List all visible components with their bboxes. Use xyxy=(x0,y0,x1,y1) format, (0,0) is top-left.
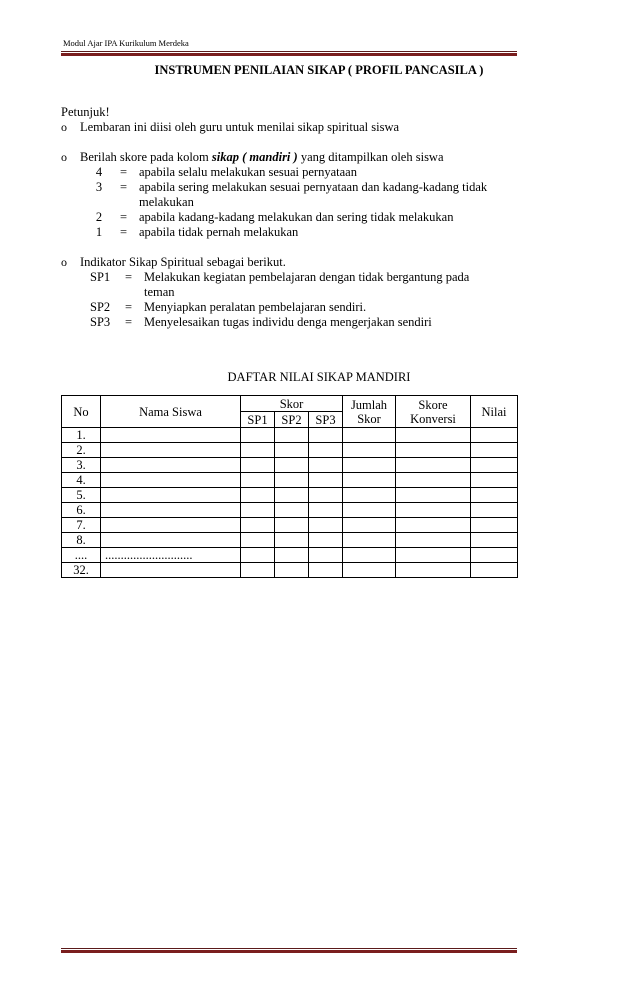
cell-no: 32. xyxy=(62,563,101,578)
cell-sp3 xyxy=(309,533,343,548)
score-number: 1 xyxy=(95,225,103,239)
cell-konversi xyxy=(396,548,471,563)
cell-sp1 xyxy=(241,563,275,578)
score-item xyxy=(61,165,531,180)
table-row xyxy=(62,428,518,443)
footer-rule-thin xyxy=(61,948,517,949)
header-rule xyxy=(61,51,517,56)
score-number: 2 xyxy=(95,210,103,224)
cell-konversi xyxy=(396,503,471,518)
table-header-row xyxy=(62,396,518,412)
cell-sp1 xyxy=(241,443,275,458)
cell-no: 7. xyxy=(62,518,101,533)
cell-sp2 xyxy=(275,503,309,518)
cell-nama: ............................ xyxy=(101,548,241,563)
header-konversi-line-1: Skore xyxy=(418,397,448,412)
header-skore-konversi xyxy=(396,396,471,428)
cell-sp3 xyxy=(309,488,343,503)
cell-sp1 xyxy=(241,428,275,443)
cell-sp3 xyxy=(309,503,343,518)
cell-nama xyxy=(101,488,241,503)
module-header-label: Modul Ajar IPA Kurikulum Merdeka xyxy=(63,38,189,48)
indicator-item xyxy=(61,315,531,330)
table-row xyxy=(62,548,518,563)
instructions-section xyxy=(61,105,531,330)
cell-nama xyxy=(101,428,241,443)
cell-sp2 xyxy=(275,488,309,503)
indicator-description: Menyelesaikan tugas individu denga mengerjakan sendiri xyxy=(144,315,432,329)
cell-sp2 xyxy=(275,518,309,533)
score-equals: = xyxy=(120,210,128,224)
cell-sp3 xyxy=(309,548,343,563)
cell-nilai xyxy=(471,548,518,563)
header-no: No xyxy=(62,396,101,428)
table-row xyxy=(62,473,518,488)
cell-konversi xyxy=(396,518,471,533)
spacer xyxy=(61,240,531,255)
cell-sp3 xyxy=(309,518,343,533)
cell-sp1 xyxy=(241,473,275,488)
score-description: apabila tidak pernah melakukan xyxy=(139,225,299,239)
cell-jumlah xyxy=(343,488,396,503)
score-description: apabila kadang-kadang melakukan dan sering tidak melakukan xyxy=(139,210,454,224)
cell-sp1 xyxy=(241,548,275,563)
cell-no: 5. xyxy=(62,488,101,503)
cell-nilai xyxy=(471,518,518,533)
score-equals: = xyxy=(120,165,128,179)
instruction-bullet-2 xyxy=(61,150,531,165)
cell-no: 8. xyxy=(62,533,101,548)
indicator-equals: = xyxy=(125,315,133,329)
indicator-equals: = xyxy=(125,300,133,314)
header-jumlah-skor xyxy=(343,396,396,428)
cell-nama xyxy=(101,443,241,458)
cell-sp1 xyxy=(241,518,275,533)
header-rule-thin xyxy=(61,51,517,52)
cell-konversi xyxy=(396,443,471,458)
cell-jumlah xyxy=(343,563,396,578)
cell-jumlah xyxy=(343,518,396,533)
cell-sp3 xyxy=(309,443,343,458)
footer-rule-thick xyxy=(61,950,517,953)
cell-sp1 xyxy=(241,458,275,473)
cell-sp2 xyxy=(275,563,309,578)
score-item xyxy=(61,210,531,225)
cell-sp2 xyxy=(275,428,309,443)
footer-rule xyxy=(61,948,517,953)
header-skor: Skor xyxy=(241,396,343,412)
bullet-icon: o xyxy=(61,120,67,134)
header-nama-siswa: Nama Siswa xyxy=(101,396,241,428)
cell-nama xyxy=(101,503,241,518)
cell-nilai xyxy=(471,503,518,518)
score-item-continuation xyxy=(61,195,531,210)
cell-jumlah xyxy=(343,503,396,518)
cell-sp1 xyxy=(241,533,275,548)
cell-nama xyxy=(101,458,241,473)
cell-jumlah xyxy=(343,473,396,488)
instruction-bullet-1-text: Lembaran ini diisi oleh guru untuk menilai sikap spiritual siswa xyxy=(80,120,400,134)
table-row xyxy=(62,488,518,503)
cell-nilai xyxy=(471,563,518,578)
cell-sp3 xyxy=(309,563,343,578)
table-row xyxy=(62,518,518,533)
table-body xyxy=(62,428,518,578)
indicator-description: Menyiapkan peralatan pembelajaran sendiri. xyxy=(144,300,367,314)
cell-jumlah xyxy=(343,548,396,563)
score-equals: = xyxy=(120,180,128,194)
instruction-bullet-2-text xyxy=(80,150,444,165)
cell-nilai xyxy=(471,428,518,443)
cell-sp2 xyxy=(275,548,309,563)
header-sp3: SP3 xyxy=(309,412,343,428)
cell-no: 4. xyxy=(62,473,101,488)
cell-sp2 xyxy=(275,443,309,458)
cell-no: .... xyxy=(62,548,101,563)
score-description: apabila sering melakukan sesuai pernyataan dan kadang-kadang tidak xyxy=(139,180,488,194)
instructions-heading: Petunjuk! xyxy=(61,105,110,119)
indicator-equals: = xyxy=(125,270,133,284)
score-number: 3 xyxy=(95,180,103,194)
bullet-2-emphasis: sikap ( mandiri ) xyxy=(211,150,298,164)
instruction-bullet-1 xyxy=(61,120,531,135)
cell-no: 2. xyxy=(62,443,101,458)
indicator-description-continued: teman xyxy=(144,285,175,299)
cell-sp2 xyxy=(275,473,309,488)
table-row xyxy=(62,503,518,518)
cell-konversi xyxy=(396,563,471,578)
bullet-icon: o xyxy=(61,255,67,269)
header-sp2: SP2 xyxy=(275,412,309,428)
cell-nama xyxy=(101,563,241,578)
cell-nilai xyxy=(471,458,518,473)
bullet-2-after: yang ditampilkan oleh siswa xyxy=(297,150,444,164)
bullet-icon: o xyxy=(61,150,67,164)
cell-no: 6. xyxy=(62,503,101,518)
table-title: DAFTAR NILAI SIKAP MANDIRI xyxy=(227,370,411,384)
table-row xyxy=(62,443,518,458)
table-row xyxy=(62,533,518,548)
cell-sp3 xyxy=(309,473,343,488)
cell-konversi xyxy=(396,458,471,473)
cell-konversi xyxy=(396,428,471,443)
cell-jumlah xyxy=(343,428,396,443)
cell-nama xyxy=(101,533,241,548)
instruction-bullet-3 xyxy=(61,255,531,270)
table-row xyxy=(62,563,518,578)
score-description: apabila selalu melakukan sesuai pernyataan xyxy=(139,165,357,179)
header-nilai: Nilai xyxy=(471,396,518,428)
cell-sp1 xyxy=(241,503,275,518)
page-title: INSTRUMEN PENILAIAN SIKAP ( PROFIL PANCASILA ) xyxy=(154,63,484,77)
header-rule-thick xyxy=(61,53,517,56)
indicator-code: SP2 xyxy=(90,300,111,314)
cell-sp3 xyxy=(309,458,343,473)
cell-sp1 xyxy=(241,488,275,503)
cell-sp2 xyxy=(275,458,309,473)
cell-konversi xyxy=(396,488,471,503)
cell-no: 1. xyxy=(62,428,101,443)
score-number: 4 xyxy=(95,165,103,179)
bullet-2-before: Berilah skore pada kolom xyxy=(80,150,212,164)
cell-sp2 xyxy=(275,533,309,548)
indicator-item-continuation xyxy=(61,285,531,300)
indicator-item xyxy=(61,300,531,315)
score-description-continued: melakukan xyxy=(139,195,194,209)
cell-nilai xyxy=(471,488,518,503)
indicator-description: Melakukan kegiatan pembelajaran dengan tidak bergantung pada xyxy=(144,270,470,284)
instruction-bullet-3-text: Indikator Sikap Spiritual sebagai berikut. xyxy=(80,255,286,269)
header-konversi-line-2: Konversi xyxy=(410,411,456,426)
score-item xyxy=(61,180,531,195)
spacer xyxy=(61,135,531,150)
cell-sp3 xyxy=(309,428,343,443)
indicator-code: SP1 xyxy=(90,270,111,284)
cell-nilai xyxy=(471,443,518,458)
cell-nilai xyxy=(471,473,518,488)
indicator-item xyxy=(61,270,531,285)
header-sp1: SP1 xyxy=(241,412,275,428)
header-jumlah-line-2: Skor xyxy=(357,411,381,426)
cell-konversi xyxy=(396,533,471,548)
cell-nama xyxy=(101,518,241,533)
cell-nilai xyxy=(471,533,518,548)
cell-jumlah xyxy=(343,443,396,458)
score-equals: = xyxy=(120,225,128,239)
table-row xyxy=(62,458,518,473)
header-jumlah-line-1: Jumlah xyxy=(350,397,388,412)
cell-jumlah xyxy=(343,458,396,473)
score-table xyxy=(61,395,518,578)
indicator-code: SP3 xyxy=(90,315,111,329)
cell-jumlah xyxy=(343,533,396,548)
cell-nama xyxy=(101,473,241,488)
cell-konversi xyxy=(396,473,471,488)
score-item xyxy=(61,225,531,240)
cell-no: 3. xyxy=(62,458,101,473)
